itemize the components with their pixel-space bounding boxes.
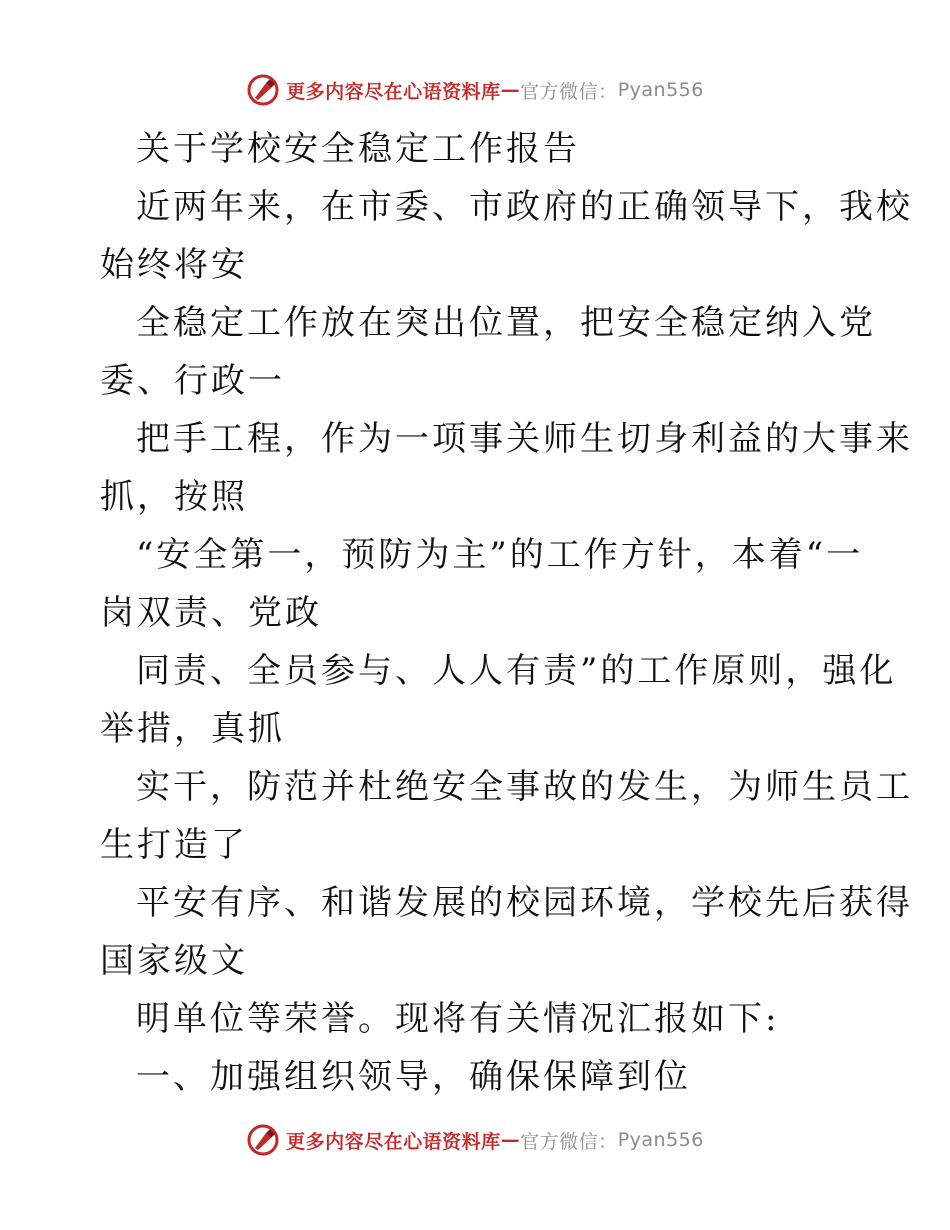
document-title: 关于学校安全稳定工作报告 bbox=[136, 129, 580, 169]
banner-separator: — bbox=[500, 79, 521, 101]
paragraph-line: 明单位等荣誉。现将有关情况汇报如下: bbox=[136, 999, 780, 1039]
paragraph-line: 实干，防范并杜绝安全事故的发生，为师生员工 bbox=[136, 767, 913, 807]
banner-wechat-label: 官方微信： bbox=[520, 80, 618, 103]
banner-wechat-label: 官方微信： bbox=[520, 1130, 618, 1153]
paragraph-line: 始终将安 bbox=[100, 245, 248, 285]
paragraph-line: 国家级文 bbox=[100, 941, 248, 981]
paragraph-line: 同责、全员参与、人人有责”的工作原则，强化 bbox=[136, 651, 897, 691]
paragraph-line: 抓，按照 bbox=[100, 477, 248, 517]
paragraph-line: “安全第一，预防为主”的工作方针，本着“一 bbox=[136, 535, 864, 575]
banner-brand-text: 更多内容尽在心语资料库 bbox=[286, 80, 501, 103]
header-banner bbox=[0, 70, 950, 110]
paragraph-line: 举措，真抓 bbox=[100, 709, 285, 749]
paragraph-line: 全稳定工作放在突出位置，把安全稳定纳入党 bbox=[136, 303, 876, 343]
paragraph-line: 生打造了 bbox=[100, 825, 248, 865]
paragraph-line: 近两年来，在市委、市政府的正确领导下，我校 bbox=[136, 187, 913, 227]
paragraph-line: 委、行政一 bbox=[100, 361, 285, 401]
banner-brand-text: 更多内容尽在心语资料库 bbox=[286, 1130, 501, 1153]
banner-wechat-id: Pyan556 bbox=[617, 79, 704, 101]
banner-separator: — bbox=[500, 1129, 521, 1151]
banner-wechat-id: Pyan556 bbox=[617, 1129, 704, 1151]
pen-nib-logo-icon bbox=[246, 1123, 280, 1157]
document-body bbox=[100, 120, 913, 1106]
section-heading: 一、加强组织领导，确保保障到位 bbox=[136, 1057, 691, 1097]
pen-nib-logo-icon bbox=[246, 73, 280, 107]
paragraph-line: 岗双责、党政 bbox=[100, 593, 322, 633]
paragraph-line: 平安有序、和谐发展的校园环境，学校先后获得 bbox=[136, 883, 913, 923]
paragraph-line: 把手工程，作为一项事关师生切身利益的大事来 bbox=[136, 419, 913, 459]
footer-banner bbox=[0, 1120, 950, 1160]
